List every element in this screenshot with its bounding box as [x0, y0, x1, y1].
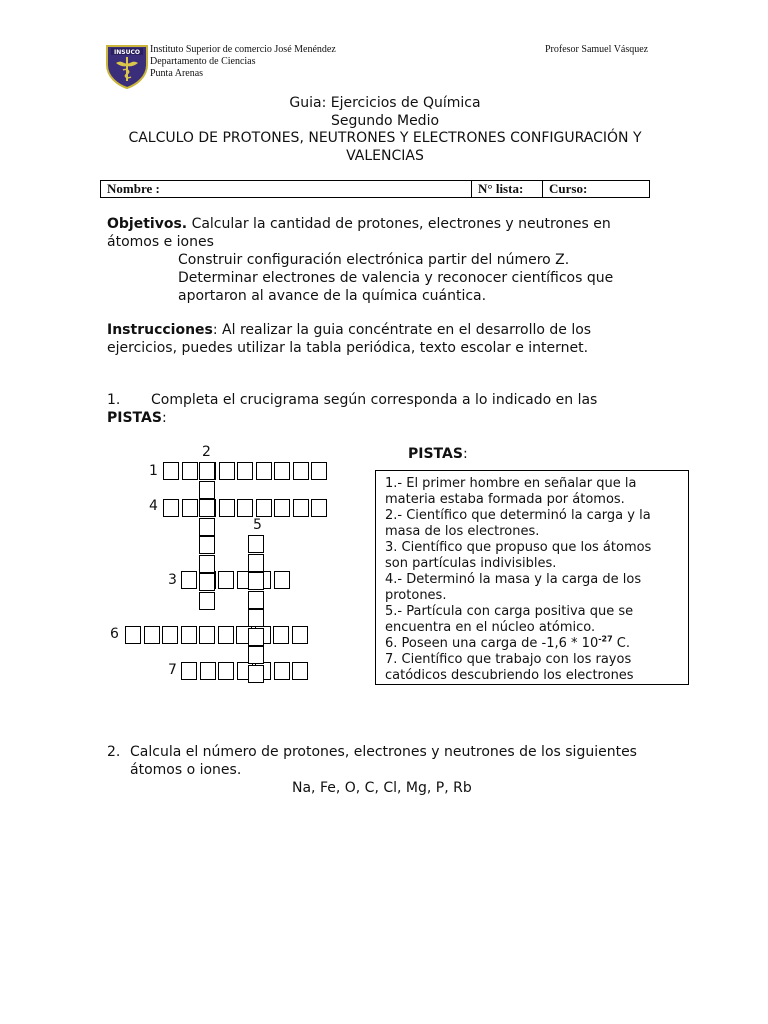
- crossword-number-2: 2: [202, 444, 211, 460]
- crossword-cell-6[interactable]: [125, 626, 141, 644]
- guide-title: Guia: Ejercicios de Química: [289, 95, 481, 111]
- clue-line: encuentra en el núcleo atómico.: [385, 620, 596, 635]
- element-list: Na, Fe, O, C, Cl, Mg, P, Rb: [292, 780, 472, 796]
- crossword-cell-1[interactable]: [163, 462, 179, 480]
- crossword-cell-6[interactable]: [255, 626, 271, 644]
- logo-text: INSUCO: [114, 49, 140, 56]
- clue-line: son partículas indivisibles.: [385, 556, 557, 571]
- crossword-number-6: 6: [110, 626, 119, 642]
- crossword-cell-2[interactable]: [199, 592, 215, 610]
- pistas-heading: PISTAS:: [408, 446, 468, 462]
- crossword-cell-1[interactable]: [293, 462, 309, 480]
- instructions-line1: Instrucciones: Al realizar la guia concéntrate en el desarrollo de los: [107, 322, 592, 338]
- topic-title-line2: VALENCIAS: [346, 148, 424, 164]
- crossword-cell-5[interactable]: [248, 646, 264, 664]
- clue-line: 5.- Partícula con carga positiva que se: [385, 604, 634, 619]
- crossword-cell-7[interactable]: [274, 662, 290, 680]
- crossword-cell-4[interactable]: [293, 499, 309, 517]
- crossword-number-7: 7: [168, 662, 177, 678]
- crossword-cell-2[interactable]: [199, 518, 215, 536]
- name-field[interactable]: [101, 181, 472, 198]
- crossword-cell-4[interactable]: [200, 499, 216, 517]
- crossword-cell-6[interactable]: [292, 626, 308, 644]
- crossword-cell-6[interactable]: [162, 626, 178, 644]
- topic-title-line1: CALCULO DE PROTONES, NEUTRONES Y ELECTRONES CONFIGURACIÓN Y: [128, 130, 642, 146]
- objective-valence-cont: aportaron al avance de la química cuántica.: [178, 288, 487, 304]
- crossword-cell-6[interactable]: [218, 626, 234, 644]
- crossword-cell-3[interactable]: [274, 571, 290, 589]
- question1-pistas: PISTAS:: [107, 410, 167, 426]
- pistas-box: [375, 470, 689, 685]
- crossword-cell-3[interactable]: [237, 571, 253, 589]
- clue-line: 7. Científico que trabajo con los rayos: [385, 652, 632, 667]
- crossword-cell-4[interactable]: [256, 499, 272, 517]
- crossword-cell-5[interactable]: [248, 591, 264, 609]
- crossword-cell-4[interactable]: [182, 499, 198, 517]
- objective-configuration: Construir configuración electrónica partir del número Z.: [178, 252, 570, 268]
- crossword-cell-5[interactable]: [248, 572, 264, 590]
- clue-line: protones.: [385, 588, 447, 603]
- crossword-cell-7[interactable]: [218, 662, 234, 680]
- crossword-cell-1[interactable]: [200, 462, 216, 480]
- crossword-cell-7[interactable]: [200, 662, 216, 680]
- question2-text-line1: Calcula el número de protones, electrones y neutrones de los siguientes: [130, 744, 637, 760]
- crossword-cell-1[interactable]: [274, 462, 290, 480]
- crossword-cell-1[interactable]: [256, 462, 272, 480]
- crossword-cell-6[interactable]: [144, 626, 160, 644]
- question1-number: 1.: [107, 392, 121, 408]
- student-info-table: [100, 180, 650, 198]
- crossword-cell-4[interactable]: [237, 499, 253, 517]
- crossword-cell-2[interactable]: [199, 481, 215, 499]
- crossword-cell-4[interactable]: [163, 499, 179, 517]
- question2-text-line2: átomos o iones.: [130, 762, 242, 778]
- crossword-cell-5[interactable]: [248, 609, 264, 627]
- question1-text: Completa el crucigrama según corresponda a lo indicado en las: [151, 392, 598, 408]
- crossword-cell-6[interactable]: [273, 626, 289, 644]
- crossword-cell-3[interactable]: [181, 571, 197, 589]
- objectives-label: Objetivos.: [107, 216, 188, 232]
- crossword-number-4: 4: [149, 498, 158, 514]
- question2-number: 2.: [107, 744, 121, 760]
- crossword-cell-1[interactable]: [219, 462, 235, 480]
- crossword-cell-6[interactable]: [199, 626, 215, 644]
- crossword-cell-2[interactable]: [199, 536, 215, 554]
- institution-name: Instituto Superior de comercio José Menéndez: [150, 44, 336, 55]
- objective-valence: Determinar electrones de valencia y reconocer científicos que: [178, 270, 614, 286]
- crossword-cell-3[interactable]: [218, 571, 234, 589]
- crossword-cell-1[interactable]: [237, 462, 253, 480]
- objectives-line2: átomos e iones: [107, 234, 214, 250]
- course-label: Curso:: [549, 181, 588, 196]
- list-number-label: N° lista:: [478, 181, 524, 196]
- crossword-cell-5[interactable]: [248, 628, 264, 646]
- clue-line: 4.- Determinó la masa y la carga de los: [385, 572, 642, 587]
- crossword-cell-3[interactable]: [255, 571, 271, 589]
- crossword-cell-2[interactable]: [199, 555, 215, 573]
- instructions-line2: ejercicios, puedes utilizar la tabla periódica, texto escolar e internet.: [107, 340, 589, 356]
- clue-line: 3. Científico que propuso que los átomos: [385, 540, 652, 555]
- crossword-cell-5[interactable]: [248, 665, 264, 683]
- clue-line: masa de los electrones.: [385, 524, 540, 539]
- teacher-name: Profesor Samuel Vásquez: [545, 44, 649, 55]
- crossword-cell-4[interactable]: [311, 499, 327, 517]
- clue-line: 2.- Científico que determinó la carga y la: [385, 508, 651, 523]
- crossword-cell-2[interactable]: [199, 573, 215, 591]
- list-number-field[interactable]: [472, 181, 543, 198]
- crossword-number-5: 5: [253, 517, 262, 533]
- crossword-cell-5[interactable]: [248, 554, 264, 572]
- crossword-cell-4[interactable]: [219, 499, 235, 517]
- crossword-number-1: 1: [149, 463, 158, 479]
- crossword-number-3: 3: [168, 572, 177, 588]
- crossword-cell-1[interactable]: [311, 462, 327, 480]
- course-field[interactable]: [543, 181, 650, 198]
- crossword-cell-5[interactable]: [248, 535, 264, 553]
- school-logo: [104, 43, 150, 89]
- clue-line-6: 6. Poseen una carga de $-1,6 * 10^{-27}$ C.: [385, 634, 631, 651]
- city-name: Punta Arenas: [150, 68, 204, 79]
- crossword-cell-6[interactable]: [236, 626, 252, 644]
- crossword-cell-2[interactable]: [199, 462, 215, 480]
- crossword-cell-3[interactable]: [200, 571, 216, 589]
- clue-line: materia estaba formada por átomos.: [385, 492, 625, 507]
- crossword-cell-1[interactable]: [182, 462, 198, 480]
- objectives-line1: Objetivos. Calcular la cantidad de protones, electrones y neutrones en: [107, 216, 611, 232]
- crossword-cell-7[interactable]: [181, 662, 197, 680]
- crossword-cell-4[interactable]: [274, 499, 290, 517]
- clue-line: 1.- El primer hombre en señalar que la: [385, 476, 637, 491]
- crossword-cell-7[interactable]: [237, 662, 253, 680]
- crossword-cell-6[interactable]: [181, 626, 197, 644]
- department-name: Departamento de Ciencias: [150, 56, 256, 67]
- crossword-cell-7[interactable]: [292, 662, 308, 680]
- crossword-cell-7[interactable]: [255, 662, 271, 680]
- instructions-label: Instrucciones: [107, 322, 213, 338]
- clue-line: catódicos descubriendo los electrones: [385, 668, 634, 683]
- grade-level: Segundo Medio: [330, 113, 440, 129]
- name-label: Nombre :: [107, 181, 160, 196]
- crossword-cell-2[interactable]: [199, 499, 215, 517]
